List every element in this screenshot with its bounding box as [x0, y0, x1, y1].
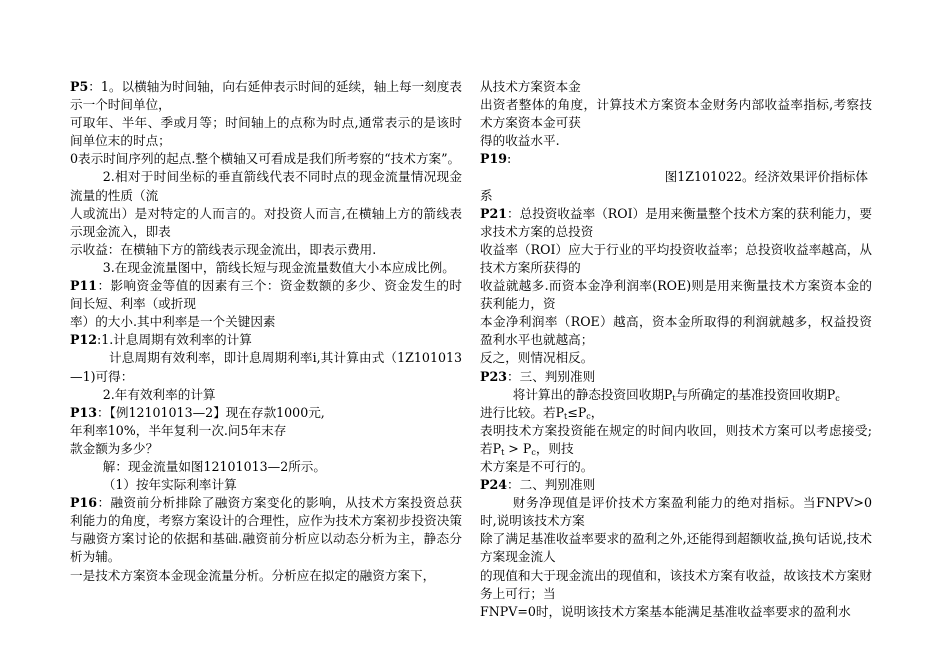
paragraph-p12-c: 2.年有效利率的计算 — [102, 386, 216, 402]
paragraph-p24-e: FNPV=0时，说明该技术方案基本能满足基准收益率要求的盈利水 — [480, 603, 851, 619]
paragraph-p11-b: 率）的大小.其中利率是一个关键因素 — [70, 314, 276, 330]
paragraph-p16: P16：融资前分析排除了融资方案变化的影响，从技术方案投资总获利能力的角度，考察方案设计的合理性，应作为技术方案初步投资决策与融资方案讨论的依据和基础.融资前分析应以动态分析为主，静态分析为辅。 — [70, 495, 462, 565]
label-p13: P13 — [70, 404, 97, 420]
paragraph-p19: P19: — [480, 151, 512, 167]
paragraph-p21-e: 反之，则情况相反。 — [480, 350, 594, 366]
paragraph-p5-3: 3.在现金流量图中，箭线长短与现金流量数值大小本应成比例。 — [102, 259, 455, 275]
paragraph-p21-d: 本金净利润率（ROE）越高，资本金所取得的利润就越多，权益投资盈利水平也就越高； — [480, 314, 872, 348]
paragraph-p13-e: （1）按年实际利率计算 — [102, 477, 237, 493]
label-p12: P12 — [70, 332, 97, 348]
paragraph-p21: P21：总投资收益率（ROI）是用来衡量整个技术方案的获利能力，要求技术方案的总投资 — [480, 205, 872, 239]
label-p21: P21 — [480, 205, 507, 221]
paragraph-p13-c: 款金额为多少？ — [70, 440, 159, 456]
paragraph-p23-c: 表明技术方案投资能在规定的时间内收回，则技术方案可以考虑接受;若$P_t > P_c$，则技 — [480, 422, 872, 457]
paragraph-p24: P24：二、判别准则 — [480, 477, 596, 493]
label-p16: P16 — [70, 495, 97, 511]
left-column — [70, 78, 462, 585]
label-p24: P24 — [480, 477, 507, 493]
paragraph-p5: P5：1。以横轴为时间轴，向右延伸表示时间的延续，轴上每一刻度表示一个时间单位， 可取年、半年、季或月等；时间轴上的点称为时点,通常表示的是该时间单位末的时点； 0表示时间序列的起点.整个横轴又可看成是我们所考察的“技术方案”。 — [70, 79, 462, 167]
paragraph-r1: 从技术方案资本金 — [480, 79, 581, 94]
paragraph-p16-b: 一是技术方案资本金现金流量分析。分析应在拟定的融资方案下， — [70, 567, 436, 583]
paragraph-p24-c: 除了满足基准收益率要求的盈利之外,还能得到超额收益,换句话说,技术方案现金流人 — [480, 531, 872, 565]
paragraph-r2: 出资者整体的角度，计算技术方案资本金财务内部收益率指标,考察技术方案资本金可获 — [480, 97, 872, 131]
label-p5: P5 — [70, 79, 89, 94]
paragraph-p11: P11：影响资金等值的因素有三个：资金数额的多少、资金发生的时间长短、利率（或折现 — [70, 278, 462, 312]
paragraph-r3: 得的收益水平. — [480, 133, 560, 149]
label-p23: P23 — [480, 368, 507, 384]
paragraph-p23: P23：三、判别准则 — [480, 368, 596, 384]
paragraph-p23-b: 将计算出的静态投资回收期$P_t$与所确定的基准投资回收期$P_c$ 进行比较。若$P_t\le P_c$， — [480, 386, 840, 421]
paragraph-p21-b: 收益率（ROI）应大于行业的平均投资收益率；总投资收益率越高，从技术方案所获得的 — [480, 241, 872, 275]
figure-caption: 图1Z101022。经济效果评价指标体 — [664, 169, 868, 185]
paragraph-p13-d: 解：现金流量如图12101013—2所示。 — [102, 458, 326, 474]
right-column — [480, 78, 872, 621]
paragraph-p5-2b: 人或流出）是对特定的人而言的。对投资人而言,在横轴上方的箭线表示现金流入，即表 — [70, 205, 462, 239]
paragraph-p23-d: 术方案是不可行的。 — [480, 458, 594, 474]
paragraph-p24-d: 的现值和大于现金流出的现值和，该技术方案有收益，故该技术方案财务上可行；当 — [480, 567, 872, 601]
paragraph-p13: P13：【例12101013—2】现在存款1000元, — [70, 404, 325, 420]
paragraph-p5-2c: 示收益：在横轴下方的箭线表示现金流出，即表示费用. — [70, 241, 377, 257]
label-p19: P19 — [480, 151, 507, 167]
paragraph-p12: P12:1.计息周期有效利率的计算 — [70, 332, 252, 348]
figure-caption-cont: 系 — [480, 187, 493, 203]
paragraph-p21-c: 收益就越多.而资本金净利润率(ROE)则是用来衡量技术方案资本金的获利能力，资 — [480, 278, 872, 312]
paragraph-p5-2a: 2.相对于时间坐标的垂直箭线代表不同时点的现金流量情况现金流量的性质（流 — [70, 169, 462, 203]
label-p11: P11 — [70, 278, 97, 294]
paragraph-p12-b: 计息周期有效利率，即计息周期利率i,其计算由式（1Z101013—1)可得： — [70, 350, 462, 384]
paragraph-p24-b: 财务净现值是评价技术方案盈利能力的绝对指标。当FNPV>0时,说明该技术方案 — [480, 495, 872, 529]
paragraph-p13-b: 年利率10%，半年复利一次.问5年末存 — [70, 422, 287, 438]
